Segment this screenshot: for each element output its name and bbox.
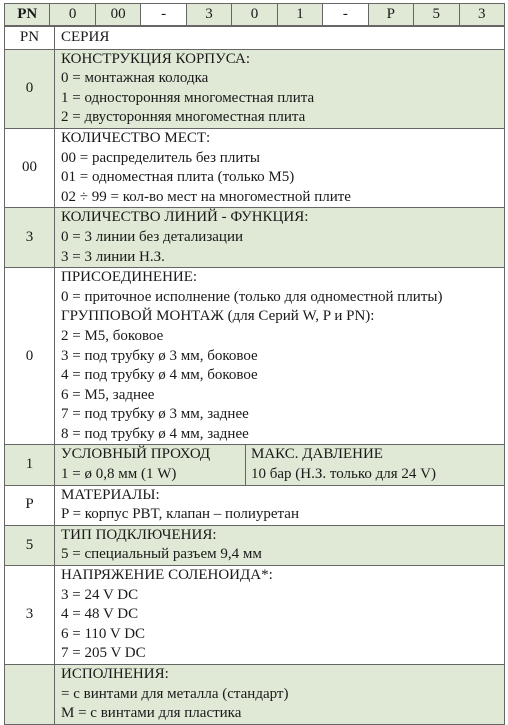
option-line: 4 = 48 V DC — [61, 606, 139, 623]
row-title: КОЛИЧЕСТВО МЕСТ: — [61, 129, 211, 146]
row-title: ИСПОЛНЕНИЯ: — [61, 666, 169, 682]
order-code-table — [4, 3, 505, 26]
row-title: УСЛОВНЫЙ ПРОХОД — [61, 446, 211, 463]
option-line: 4 = под трубку ø 4 мм, боковое — [61, 367, 258, 384]
table-row — [5, 566, 505, 665]
row-key: 3 — [5, 566, 55, 665]
option-line: 1 = ø 0,8 мм (1 W) — [61, 466, 177, 483]
table-row — [5, 485, 505, 525]
table-row — [5, 27, 505, 50]
option-line: 7 = 205 V DC — [61, 645, 146, 662]
option-line: 5 = специальный разъем 9,4 мм — [61, 546, 262, 563]
option-line: 10 бар (Н.З. только для 24 V) — [251, 466, 436, 483]
option-line: ГРУППОВОЙ МОНТАЖ (для Серий W, P и PN): — [61, 308, 375, 325]
table-row — [5, 208, 505, 268]
table-row — [5, 128, 505, 207]
code-cell-body: 0 — [50, 4, 95, 26]
table-row — [5, 665, 505, 725]
code-cell-lines: 3 — [186, 4, 231, 26]
option-line: M = с винтами для пластика — [61, 705, 242, 722]
code-cell-voltage: 3 — [459, 4, 504, 26]
row-key: 0 — [5, 268, 55, 445]
code-cell-series: PN — [5, 4, 50, 26]
row-key — [5, 665, 55, 725]
table-row — [5, 49, 505, 128]
code-cell-bore: 1 — [277, 4, 322, 26]
row-title: КОЛИЧЕСТВО ЛИНИЙ - ФУНКЦИЯ: — [61, 209, 309, 226]
code-cell-connection-type: 5 — [414, 4, 459, 26]
order-code-row — [5, 4, 505, 26]
row-key: 1 — [5, 445, 55, 485]
row-key: PN — [5, 27, 55, 50]
code-cell-places: 00 — [95, 4, 140, 26]
option-line: 0 = монтажная колодка — [61, 70, 209, 87]
row-title: МАТЕРИАЛЫ: — [61, 486, 160, 503]
option-line: P = корпус PBT, клапан – полиуретан — [61, 506, 299, 523]
option-line: 0 = 3 линии без детализации — [61, 228, 243, 245]
option-line: = с винтами для металла (стандарт) — [61, 685, 289, 702]
row-title: НАПРЯЖЕНИЕ СОЛЕНОИДА*: — [61, 567, 273, 584]
option-line: 2 = двусторонняя многоместная плита — [61, 109, 306, 126]
table-row — [5, 268, 505, 445]
code-cell-connection: 0 — [232, 4, 277, 26]
row-title: ТИП ПОДКЛЮЧЕНИЯ: — [61, 526, 217, 543]
option-line: 2 = M5, боковое — [61, 327, 164, 344]
option-line: 6 = 110 V DC — [61, 625, 146, 642]
option-line: 3 = 3 линии Н.З. — [61, 248, 165, 265]
option-line: 00 = распределитель без плиты — [61, 149, 260, 166]
code-separator: - — [323, 4, 368, 26]
table-row — [5, 525, 505, 565]
option-line: 02 ÷ 99 = кол-во мест на многоместной плите — [61, 188, 351, 205]
table-row — [5, 445, 505, 485]
option-line: 7 = под трубку ø 3 мм, заднее — [61, 406, 249, 423]
row-key: P — [5, 485, 55, 525]
code-separator: - — [141, 4, 186, 26]
row-key: 0 — [5, 49, 55, 128]
row-title: КОНСТРУКЦИЯ КОРПУСА: — [61, 50, 250, 67]
row-title: СЕРИЯ — [55, 27, 505, 50]
option-line: 3 = под трубку ø 3 мм, боковое — [61, 347, 258, 364]
row-key: 5 — [5, 525, 55, 565]
row-title: МАКС. ДАВЛЕНИЕ — [251, 446, 383, 463]
pressure-column — [246, 445, 436, 484]
option-line: 0 = приточное исполнение (только для одноместной плиты) — [61, 288, 443, 305]
row-title: ПРИСОЕДИНЕНИЕ: — [61, 269, 198, 286]
specification-table — [4, 26, 505, 725]
option-line: 6 = M5, заднее — [61, 386, 155, 403]
bore-column — [61, 445, 246, 484]
option-line: 8 = под трубку ø 4 мм, заднее — [61, 425, 249, 442]
row-key: 3 — [5, 208, 55, 268]
code-cell-materials: P — [368, 4, 413, 26]
row-key: 00 — [5, 128, 55, 207]
option-line: 3 = 24 V DC — [61, 586, 139, 603]
option-line: 1 = односторонняя многоместная плита — [61, 89, 315, 106]
option-line: 01 = одноместная плита (только M5) — [61, 169, 295, 186]
